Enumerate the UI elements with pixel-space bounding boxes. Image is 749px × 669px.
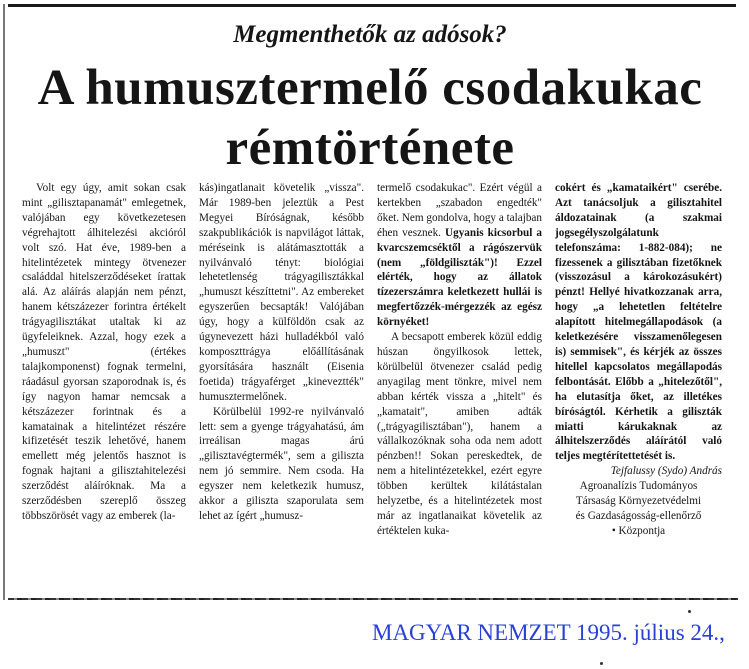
column-3-paragraph-2: A becsapott emberek közül eddig húszan öngyilkosok lettek, körülbelül ötvenezer család pedig anyagilag ment tönkre, mivel nem abban kérték vissza a „hitelt" és „kamatait", amiben adták („trágyagilisztában"), hanem a vállalkozóknak soha oda nem adott pénzben!! Sokan pereskedtek, de nem a hitelintézetekkel, ezért egyre többen kerültek kilátástalan helyzetbe, és a hitelintézetek most már az ingatlanaikat követelik az értéktelen kuka- [377,331,542,537]
column-3-paragraph-1-bold: Ugyanis kicsorbul a kvarcszemcséktől a rágószervük (nem „földgiliszták")! Ezzel elérték, hogy az állatok tízezerszámra keletkezett hullái is megfertőzzék-mérgezzék az egész környéket! [377,226,543,329]
author-signature: Tejfalussy (Sydo) András [610,465,722,478]
column-1-paragraph: Volt egy úgy, amit sokan csak mint „gilisztapanamát" emlegetnek, valójában egy következetesen végrehajtott álhitelezési akcióról volt szó. Hat éve, 1989-ben a hitelintézetek mintegy ötvenezer családdal hitelszerződéseket írattak alá. Az aláírás alapján nem pénzt, hanem kétszázezer forintra értékelt trágyagilisztákat utaltak ki az ügyfeleiknek. Azzal, hogy ezek a „humuszt" (értékes talajkomponenst) fognak termelni, ráadásul gyorsan szaporodnak is, és így nagyon hamar nemcsak a kétszázezer forintnak és a kamatainak a hitelintézet részére kifizetését teszik lehetővé, hanem emellett még jelentős hasznot is fognak hajtani a gilisztahitelezési szerződést aláíróknak. Ma a szerződésben szereplő összeg többszörösét vagy az emberek (la- [22,182,186,522]
article-column-4 [555,181,722,539]
affiliation-line-4: • Központja [611,524,666,537]
article-column-1 [22,181,186,524]
column-2-paragraph-2: Körülbelül 1992-re nyilvánvaló lett: sem a gyenge trágyahatású, ám irreálisan magas árú „gilisztavégtermék", sem a giliszta nem jó semmire. Nem csoda. Ha egyszer nem keletkezik humusz, akkor a giliszta szaporulata sem lehet az ígért „humusz- [199,405,364,522]
top-border-rule [8,4,736,7]
column-2-paragraph-1: kás)ingatlanait követelik „vissza". Már 1989-ben jeleztük a Pest Megyei Bíróságnak, később szakpublikációk is napvilágot láttak, méréseink is alátámasztották a nyilvánvaló tényt: biológiai lehetetlenség trágyagilisztákkal „humuszt készíttetni". Az embereket egyszerűen becsapták! Valójában úgy, hogy a külföldön csak az úgynevezett házi hulladékból való komposzttrágya előállításának gyorsítására használt (Eisenia foetida) trágyaférget „kineveztték" humusztermelőnek. [199,182,364,403]
bottom-border-rule [8,598,738,600]
article-headline [0,58,740,178]
author-affiliation [555,479,722,539]
affiliation-line-2: Társaság Környezetvédelmi [575,495,702,508]
headline-line-1: A humusztermelő csodakukac [37,60,703,116]
column-4-paragraph: cokért és „kamataikért" cserébe. Azt tanácsoljuk a gilisztahitel áldozatainak (a szakmai jogsegélyszolgálatunk telefonszáma: 1-882-084); ne fizessenek a gilisztában fizetőknek (visszozásul a károkozásukért) pénzt! Hellyé hivatkozzanak arra, hogy „a lehetetlen feltételre alapított hitelmegállapodások (a keletkezésére visszamenőlegesen is) semmisek", és kérjék az összes hitellel kapcsolatos megállapodás felbontását. Előbb a „hitelezőtől", ha elutasítja őket, az illetékes bíróságtól. Kérhetik a giliszták miatti kárukaknak az álhitelszerződés aláírától való teljes megtérítettetését is. [555,182,722,463]
article-column-3 [377,181,542,539]
affiliation-line-1: Agroanalízis Tudományos [579,480,698,493]
column-3-paragraph-1 [377,181,542,330]
column-3-paragraph-1-start: termelő csodakukac". Ezért végül a kertekben „szabadon engedték" őket. Nem gondolva, hogy a talajban éhen vesznek. [377,182,542,239]
article-column-2 [199,181,364,524]
affiliation-line-3: és Gazdaságosság-ellenőrző [575,509,702,522]
scan-speck [688,610,691,613]
article-kicker: Megmenthetők az adósok? [233,21,507,48]
headline-line-2: rémtörténete [225,120,515,176]
source-citation: MAGYAR NEMZET 1995. július 24., [372,620,725,645]
scan-speck [600,662,603,665]
